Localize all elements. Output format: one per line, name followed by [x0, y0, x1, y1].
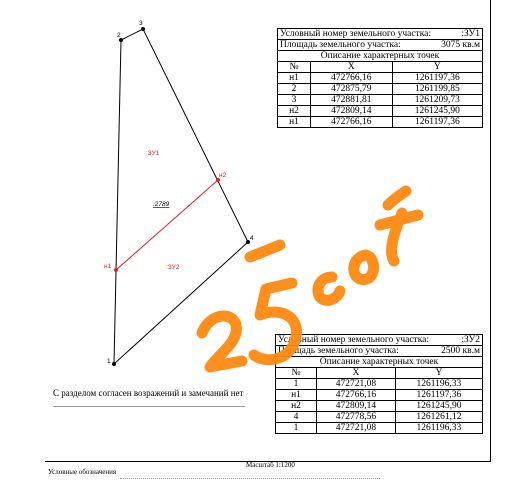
point-label-n2: н2: [219, 172, 227, 179]
table1-cadastral-value: :ЗУ1: [461, 29, 480, 39]
table-cell: 1261196,33: [395, 423, 482, 434]
table-cell: 1: [276, 379, 317, 390]
column-header: Y: [395, 368, 482, 379]
legend-title: Условные обозначения: [48, 468, 117, 476]
table-cell: 1: [276, 423, 317, 434]
table-cell: 472778,56: [317, 412, 396, 423]
table-cell: 1261197,36: [392, 117, 482, 128]
point-marker-3: [141, 27, 145, 31]
column-header: №: [276, 368, 317, 379]
table-cell: 472766,16: [311, 73, 393, 84]
table-cell: 1261197,36: [392, 73, 482, 84]
table-cell: 472766,16: [311, 117, 393, 128]
handwritten-area-watermark: [180, 185, 430, 385]
table-cell: н2: [276, 401, 317, 412]
table2-cadastral-value: :ЗУ2: [461, 335, 480, 345]
table2-cadastral-label: Условный номер земельного участка:: [278, 335, 430, 345]
watermark-stroke-dash: [250, 245, 280, 257]
table-cell: н2: [278, 106, 311, 117]
table-header-row: [278, 62, 483, 73]
column-header: X: [317, 368, 396, 379]
table2-points-title: Описание характерных точек: [276, 357, 483, 368]
table-cell: 472881,81: [311, 95, 393, 106]
table2-area-value: 2500 кв.м: [441, 346, 480, 356]
table-cell: 472721,08: [317, 379, 396, 390]
table1-points-title: Описание характерных точек: [278, 51, 483, 62]
table-row: [278, 73, 483, 84]
table1-area-value: 3075 кв.м: [441, 40, 480, 50]
table-row: [278, 117, 483, 128]
table-cell: н1: [278, 73, 311, 84]
parent-cadastral-label: :2789: [153, 201, 170, 208]
table-row: [276, 401, 483, 412]
table-cell: 1261196,33: [395, 379, 482, 390]
table-cell: 4: [276, 412, 317, 423]
table-cell: 1261197,36: [395, 390, 482, 401]
plot-table-zu1: [277, 28, 483, 128]
point-label-n1: н1: [104, 263, 112, 270]
table-row: [276, 390, 483, 401]
table-cell: 1261261,12: [395, 412, 482, 423]
point-label-2: 2: [117, 32, 121, 39]
table-cell: н1: [276, 390, 317, 401]
table-cell: 472721,08: [317, 423, 396, 434]
column-header: №: [278, 62, 311, 73]
table-cell: 1261209,73: [392, 95, 482, 106]
watermark-stroke-5: [254, 283, 296, 360]
point-label-1: 1: [107, 358, 111, 365]
table-cell: 472809,14: [311, 106, 393, 117]
point-label-3: 3: [139, 20, 143, 27]
table-row: [278, 106, 483, 117]
table-cell: н1: [278, 117, 311, 128]
table-cell: 472766,16: [317, 390, 396, 401]
area-label-zu2: :ЗУ2: [166, 264, 180, 271]
table-row: [276, 412, 483, 423]
point-marker-1: [112, 362, 116, 366]
column-header: Y: [392, 62, 482, 73]
table-cell: 2: [278, 84, 311, 95]
legend-partial-line: [120, 478, 380, 479]
watermark-stroke-o: [354, 255, 374, 280]
column-header: X: [311, 62, 393, 73]
table-row: [276, 423, 483, 434]
table-row: [278, 84, 483, 95]
table1-area-label: Площадь земельного участка:: [280, 40, 401, 50]
watermark-stroke-2: [202, 316, 242, 367]
watermark-stroke-c: [318, 277, 340, 300]
scale-label: Масштаб 1:1200: [246, 461, 295, 469]
table-cell: 1261199,85: [392, 84, 482, 95]
table-cell: 472809,14: [317, 401, 396, 412]
table-row: [278, 95, 483, 106]
table-cell: 1261245,90: [395, 401, 482, 412]
agreement-signature-line: [53, 406, 245, 407]
point-marker-n1: [114, 268, 118, 272]
watermark-stroke-rise: [388, 191, 406, 205]
area-label-zu1: :ЗУ1: [146, 150, 160, 157]
table2-area-label: Площадь земельного участка:: [278, 346, 399, 356]
agreement-statement: С разделом согласен возражений и замечаний нет: [53, 388, 244, 398]
table-cell: 472875,79: [311, 84, 393, 95]
point-label-4: 4: [250, 235, 254, 242]
table-cell: 1261245,90: [392, 106, 482, 117]
table-cell: 3: [278, 95, 311, 106]
table1-cadastral-label: Условный номер земельного участка:: [280, 29, 432, 39]
